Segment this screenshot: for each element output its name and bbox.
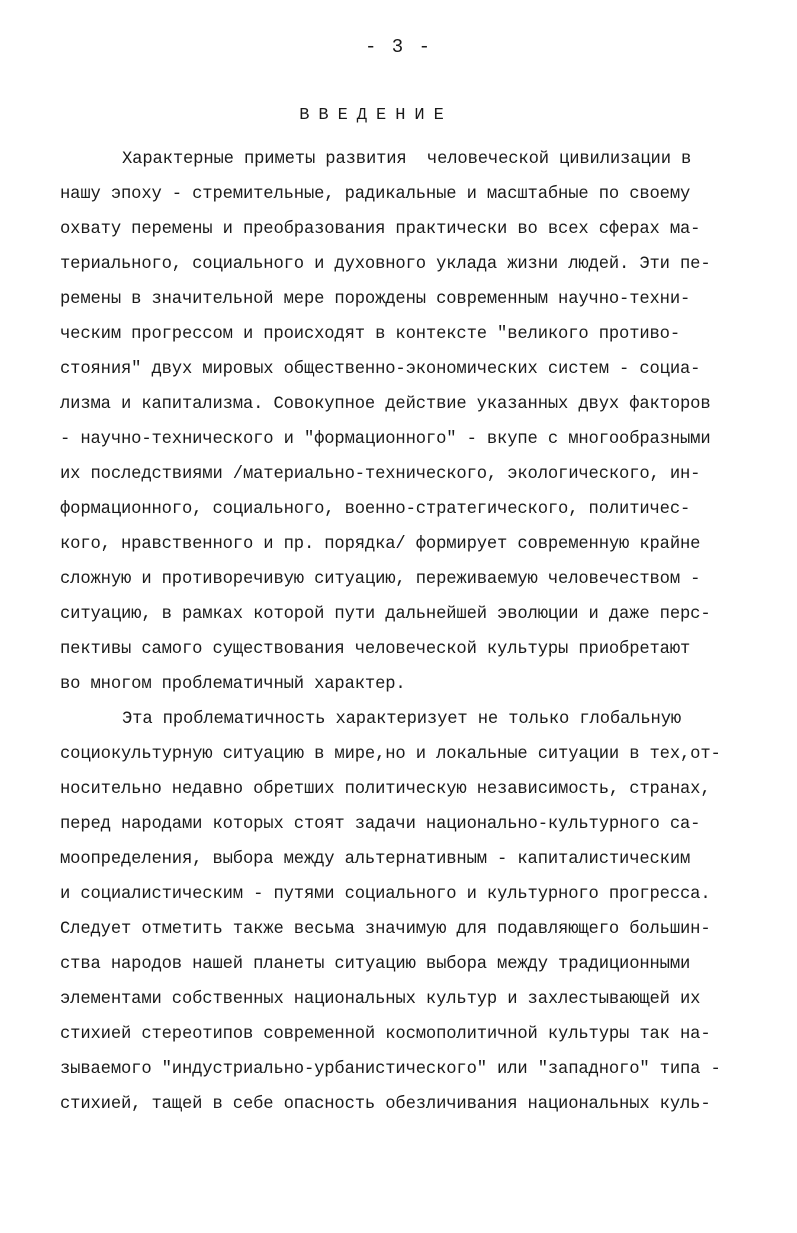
text-line: сложную и противоречивую ситуацию, переживаемую человечеством - [60,570,701,589]
text-line: ремены в значительной мере порождены современным научно-техни- [60,290,691,309]
text-line: кого, нравственного и пр. порядка/ формирует современную крайне [60,535,701,554]
text-line: социокультурную ситуацию в мире,но и локальные ситуации в тех,от- [60,745,721,764]
text-line: ческим прогрессом и происходят в контексте "великого противо- [60,325,681,344]
text-line: ситуацию, в рамках которой пути дальнейшей эволюции и даже перс- [60,605,711,624]
text-line: лизма и капитализма. Совокупное действие указанных двух факторов [60,395,711,414]
text-line: во многом проблематичный характер. [60,675,406,694]
text-line: перед народами которых стоят задачи национально-культурного са- [60,815,701,834]
page-number: - 3 - [364,36,432,58]
text-line: охвату перемены и преобразования практически во всех сферах ма- [60,220,701,239]
text-line: - научно-технического и "формационного" - вкупе с многообразными [60,430,711,449]
text-line: формационного, социального, военно-стратегического, политичес- [60,500,691,519]
text-line: носительно недавно обретших политическую независимость, странах, [60,780,711,799]
text-line: стояния" двух мировых общественно-экономических систем - социа- [60,360,701,379]
text-line: моопределения, выбора между альтернативным - капиталистическим [60,850,691,869]
text-line: ства народов нашей планеты ситуацию выбора между традиционными [60,955,691,974]
text-line: и социалистическим - путями социального и культурного прогресса. [60,885,711,904]
text-line: Эта проблематичность характеризует не только глобальную [122,710,682,729]
text-line: их последствиями /материально-технического, экологического, ин- [60,465,701,484]
text-line: Характерные приметы развития человеческой цивилизации в [122,150,692,169]
text-line: элементами собственных национальных культур и захлестывающей их [60,990,701,1009]
text-line: пективы самого существования человеческой культуры приобретают [60,640,691,659]
text-line: Следует отметить также весьма значимую для подавляющего большин- [60,920,711,939]
section-heading: ВВЕДЕНИЕ [299,106,453,125]
text-line: стихией стереотипов современной космополитичной культуры так на- [60,1025,711,1044]
text-line: стихией, тащей в себе опасность обезличивания национальных куль- [60,1095,711,1114]
text-line: териального, социального и духовного уклада жизни людей. Эти пе- [60,255,711,274]
text-line: нашу эпоху - стремительные, радикальные и масштабные по своему [60,185,691,204]
text-line: зываемого "индустриально-урбанистического" или "западного" типа - [60,1060,721,1079]
